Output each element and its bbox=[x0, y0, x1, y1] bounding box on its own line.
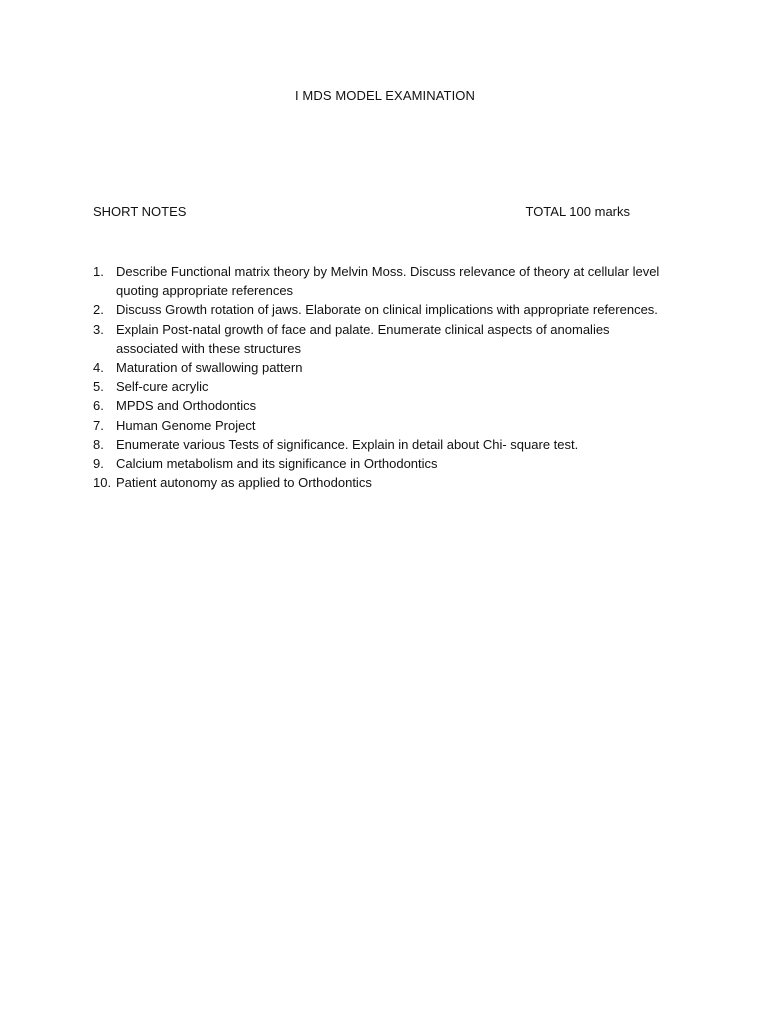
question-number: 7. bbox=[93, 417, 104, 433]
total-marks: TOTAL 100 marks bbox=[525, 204, 630, 219]
section-header bbox=[93, 204, 633, 222]
list-item bbox=[93, 320, 663, 358]
question-text: Explain Post-natal growth of face and palate. Enumerate clinical aspects of anomalies associated with these structures bbox=[116, 321, 610, 356]
question-number: 3. bbox=[93, 321, 104, 337]
question-text: Human Genome Project bbox=[116, 417, 256, 433]
question-number: 4. bbox=[93, 360, 104, 376]
question-number: 10. bbox=[93, 475, 112, 491]
question-text: Describe Functional matrix theory by Melvin Moss. Discuss relevance of theory at cellular level quoting appropriate references bbox=[116, 264, 660, 299]
list-item bbox=[93, 473, 663, 492]
list-item bbox=[93, 435, 663, 454]
question-text: Patient autonomy as applied to Orthodontics bbox=[116, 475, 372, 491]
list-item bbox=[93, 454, 663, 473]
exam-title: I MDS MODEL EXAMINATION bbox=[295, 88, 475, 103]
list-item bbox=[93, 358, 663, 377]
question-text: Calcium metabolism and its significance in Orthodontics bbox=[116, 456, 438, 472]
question-number: 2. bbox=[93, 302, 104, 318]
question-text: Maturation of swallowing pattern bbox=[116, 360, 303, 376]
question-number: 8. bbox=[93, 436, 104, 452]
question-list bbox=[93, 262, 663, 492]
question-text: Self-cure acrylic bbox=[116, 379, 209, 395]
question-text: MPDS and Orthodontics bbox=[116, 398, 257, 414]
question-number: 6. bbox=[93, 398, 104, 414]
list-item bbox=[93, 396, 663, 415]
list-item bbox=[93, 262, 663, 300]
question-number: 5. bbox=[93, 379, 104, 395]
list-item bbox=[93, 377, 663, 396]
question-text: Discuss Growth rotation of jaws. Elaborate on clinical implications with appropriate references. bbox=[116, 302, 658, 318]
question-number: 1. bbox=[93, 264, 104, 279]
question-number: 9. bbox=[93, 456, 104, 472]
question-text: Enumerate various Tests of significance. Explain in detail about Chi- square test. bbox=[116, 436, 579, 452]
list-item bbox=[93, 300, 663, 319]
section-label: SHORT NOTES bbox=[93, 204, 187, 219]
list-item bbox=[93, 416, 663, 435]
